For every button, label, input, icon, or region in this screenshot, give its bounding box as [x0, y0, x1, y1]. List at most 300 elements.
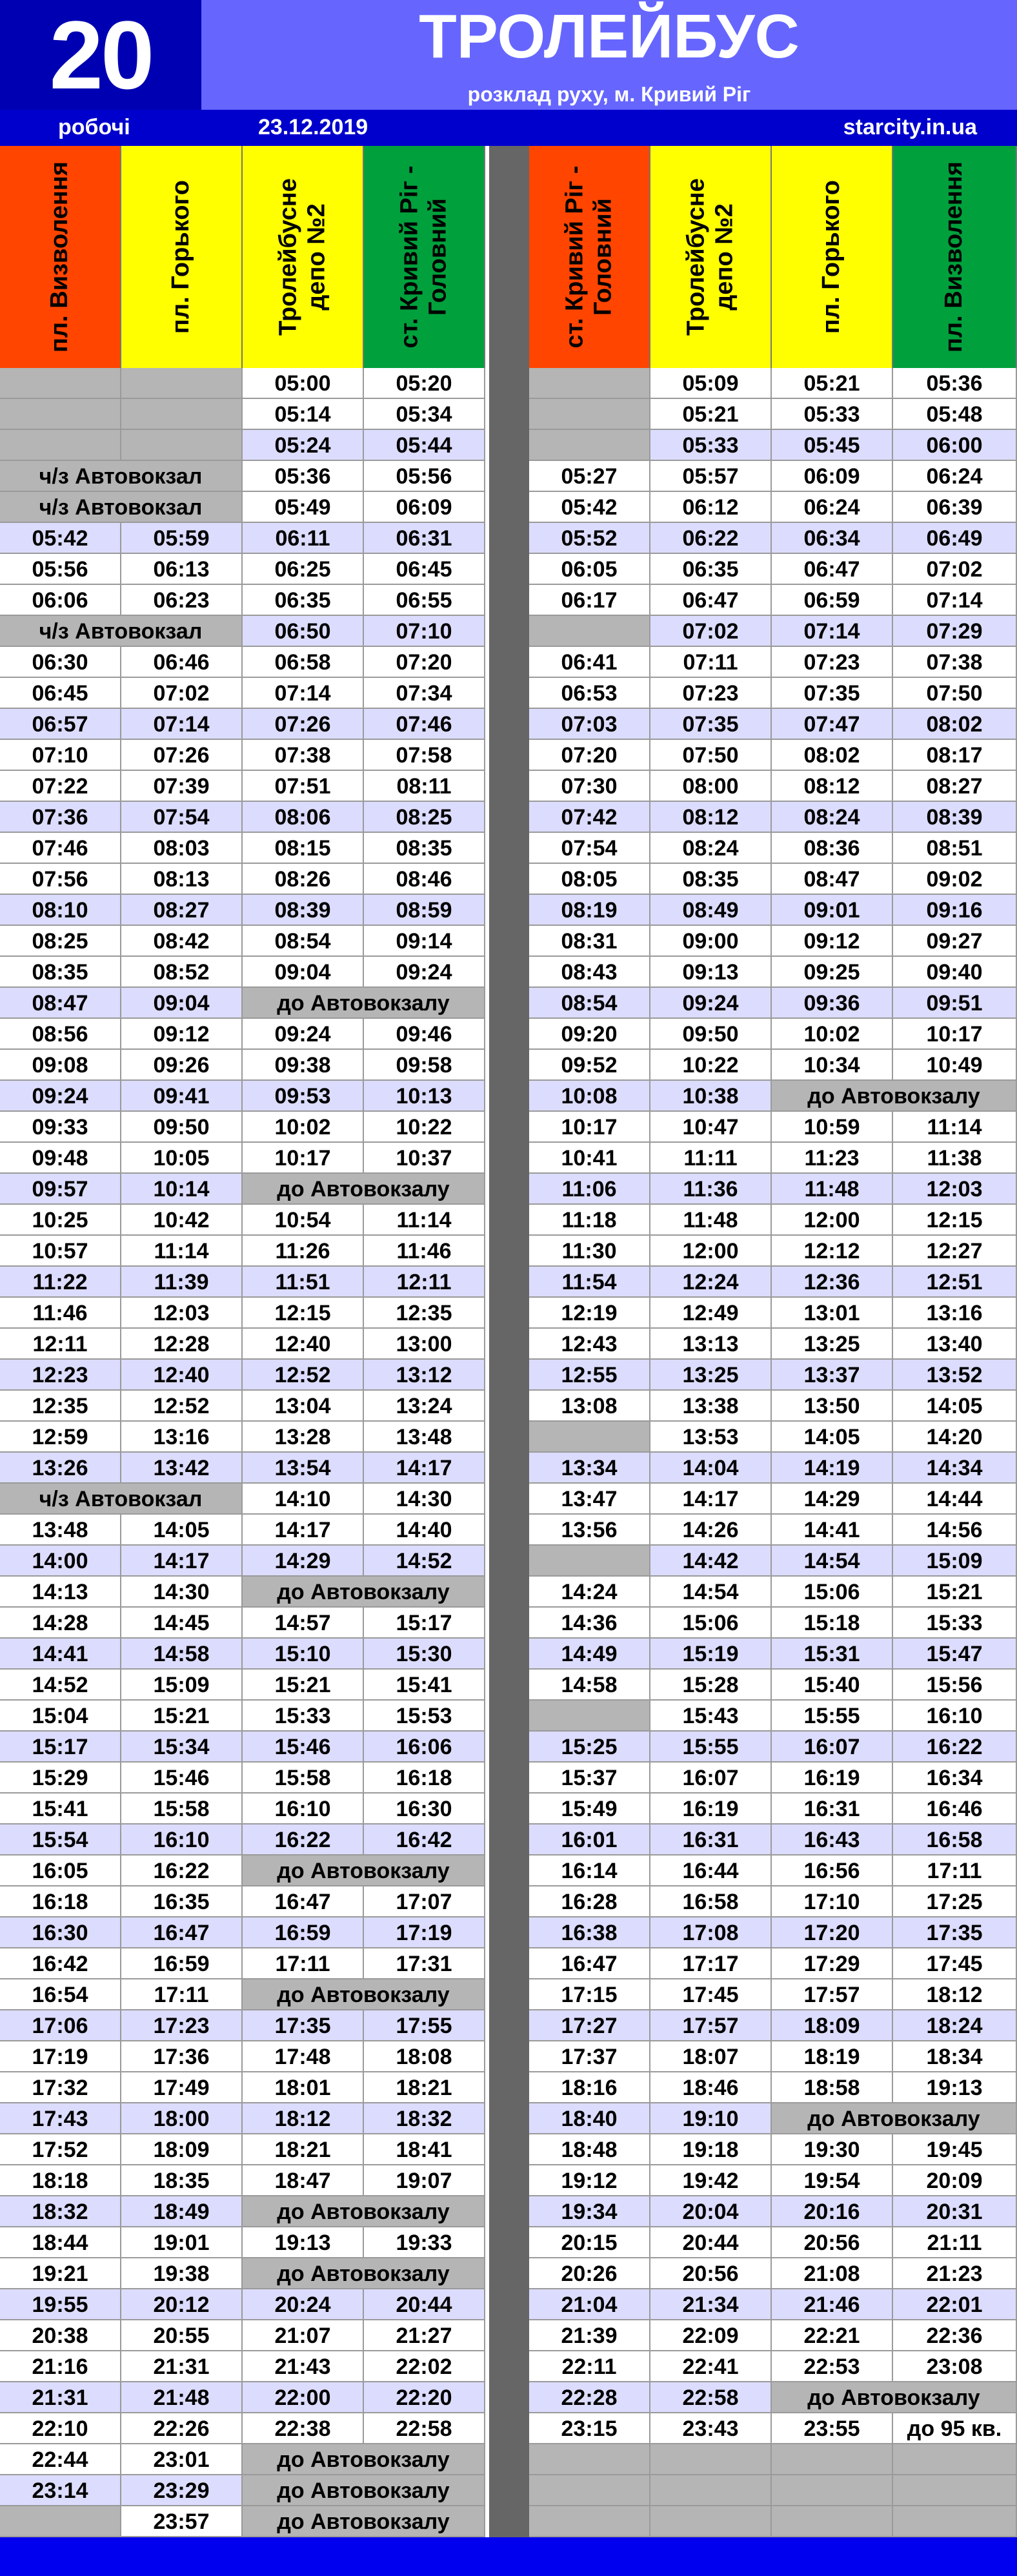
time-cell: 09:24 — [0, 1081, 121, 1112]
table-row — [0, 1267, 1017, 1298]
time-cell: 08:35 — [650, 864, 772, 895]
time-cell: 08:39 — [243, 895, 364, 926]
time-cell: 10:47 — [650, 1112, 772, 1143]
time-cell: 11:46 — [364, 1236, 485, 1267]
time-cell: 09:57 — [0, 1174, 121, 1205]
time-cell: 07:10 — [0, 740, 121, 771]
time-cell: 16:56 — [772, 1855, 893, 1886]
table-row — [0, 709, 1017, 740]
time-cell: 12:19 — [529, 1298, 650, 1329]
time-cell: 20:04 — [650, 2196, 772, 2227]
note-cell: до Автовокзалу — [243, 1577, 485, 1608]
table-row — [0, 1019, 1017, 1050]
empty-cell — [529, 2444, 650, 2475]
table-row — [0, 2196, 1017, 2227]
time-cell: 08:11 — [364, 771, 485, 802]
time-cell: 06:05 — [529, 554, 650, 585]
time-cell: 19:42 — [650, 2165, 772, 2196]
time-cell: 06:12 — [650, 492, 772, 523]
time-cell: 08:02 — [893, 709, 1017, 740]
time-cell: 21:31 — [0, 2382, 121, 2413]
time-cell: 16:42 — [364, 1825, 485, 1855]
table-row — [0, 2413, 1017, 2444]
column-header-label: пл. Визволення — [940, 161, 968, 353]
note-cell: до 95 кв. — [893, 2413, 1017, 2444]
time-cell: 11:46 — [0, 1298, 121, 1329]
time-cell: 17:23 — [121, 2010, 243, 2041]
table-row — [0, 1081, 1017, 1112]
time-cell: 13:38 — [650, 1391, 772, 1422]
time-cell: 21:48 — [121, 2382, 243, 2413]
time-cell: 08:02 — [772, 740, 893, 771]
time-cell: 05:27 — [529, 461, 650, 492]
time-cell: 05:56 — [364, 461, 485, 492]
time-cell: 14:26 — [650, 1515, 772, 1546]
note-cell: до Автовокзалу — [243, 2444, 485, 2475]
time-cell: 07:51 — [243, 771, 364, 802]
time-cell: 10:54 — [243, 1205, 364, 1236]
time-cell: 15:58 — [243, 1763, 364, 1794]
table-row — [0, 1763, 1017, 1794]
time-cell: 09:41 — [121, 1081, 243, 1112]
time-cell: 08:26 — [243, 864, 364, 895]
time-cell: 05:59 — [121, 523, 243, 554]
column-header-label: Тролейбусне депо №2 — [274, 178, 330, 336]
time-cell: 11:51 — [243, 1267, 364, 1298]
time-cell: 06:53 — [529, 678, 650, 709]
time-cell: 19:21 — [0, 2258, 121, 2289]
time-cell: 08:42 — [121, 926, 243, 957]
time-cell: 12:03 — [893, 1174, 1017, 1205]
time-cell: 09:25 — [772, 957, 893, 988]
time-cell: 06:41 — [529, 647, 650, 678]
time-cell: 09:27 — [893, 926, 1017, 957]
time-cell: 07:02 — [121, 678, 243, 709]
time-cell: 14:20 — [893, 1422, 1017, 1453]
empty-cell — [0, 430, 121, 461]
table-row — [0, 461, 1017, 492]
time-cell: 07:38 — [243, 740, 364, 771]
time-cell: 14:24 — [529, 1577, 650, 1608]
time-cell: 18:48 — [529, 2134, 650, 2165]
time-cell: 15:18 — [772, 1608, 893, 1639]
time-cell: 12:40 — [121, 1360, 243, 1391]
time-cell: 15:19 — [650, 1639, 772, 1670]
table-row — [0, 988, 1017, 1019]
time-cell: 21:34 — [650, 2289, 772, 2320]
time-cell: 10:17 — [529, 1112, 650, 1143]
time-cell: 20:44 — [364, 2289, 485, 2320]
time-cell: 14:41 — [772, 1515, 893, 1546]
time-cell: 14:34 — [893, 1453, 1017, 1484]
time-cell: 17:17 — [650, 1948, 772, 1979]
time-cell: 15:09 — [893, 1546, 1017, 1577]
time-cell: 09:24 — [650, 988, 772, 1019]
time-cell: 05:36 — [893, 368, 1017, 399]
time-cell: 14:29 — [243, 1546, 364, 1577]
time-cell: 17:52 — [0, 2134, 121, 2165]
time-cell: 07:36 — [0, 802, 121, 833]
time-cell: 17:35 — [893, 1917, 1017, 1948]
time-cell: 21:04 — [529, 2289, 650, 2320]
time-cell: 13:25 — [772, 1329, 893, 1360]
table-row — [0, 1050, 1017, 1081]
table-row — [0, 1639, 1017, 1670]
time-cell: 16:22 — [243, 1825, 364, 1855]
time-cell: 15:09 — [121, 1670, 243, 1701]
table-row — [0, 2010, 1017, 2041]
time-cell: 16:58 — [650, 1886, 772, 1917]
time-cell: 14:45 — [121, 1608, 243, 1639]
time-cell: 18:34 — [893, 2041, 1017, 2072]
time-cell: 22:20 — [364, 2382, 485, 2413]
time-cell: 15:55 — [650, 1732, 772, 1763]
time-cell: 19:13 — [893, 2072, 1017, 2103]
time-cell: 08:52 — [121, 957, 243, 988]
time-cell: 17:37 — [529, 2041, 650, 2072]
time-cell: 06:49 — [893, 523, 1017, 554]
column-header-right-0 — [529, 146, 650, 368]
time-cell: 23:14 — [0, 2475, 121, 2506]
time-cell: 18:40 — [529, 2103, 650, 2134]
time-cell: 08:12 — [650, 802, 772, 833]
time-cell: 13:48 — [364, 1422, 485, 1453]
time-cell: 08:54 — [243, 926, 364, 957]
time-cell: 05:24 — [243, 430, 364, 461]
time-cell: 06:45 — [0, 678, 121, 709]
table-row — [0, 2382, 1017, 2413]
time-cell: 10:59 — [772, 1112, 893, 1143]
time-cell: 12:35 — [364, 1298, 485, 1329]
time-cell: 11:14 — [893, 1112, 1017, 1143]
time-cell: 12:27 — [893, 1236, 1017, 1267]
time-cell: 06:00 — [893, 430, 1017, 461]
time-cell: 21:46 — [772, 2289, 893, 2320]
time-cell: 17:57 — [772, 1979, 893, 2010]
time-cell: 08:06 — [243, 802, 364, 833]
table-row — [0, 1329, 1017, 1360]
time-cell: 16:10 — [121, 1825, 243, 1855]
table-row — [0, 2227, 1017, 2258]
time-cell: 07:54 — [121, 802, 243, 833]
time-cell: 21:11 — [893, 2227, 1017, 2258]
time-cell: 15:37 — [529, 1763, 650, 1794]
time-cell: 07:54 — [529, 833, 650, 864]
time-cell: 08:35 — [364, 833, 485, 864]
time-cell: 10:02 — [772, 1019, 893, 1050]
time-cell: 22:01 — [893, 2289, 1017, 2320]
empty-cell — [529, 368, 650, 399]
table-row — [0, 740, 1017, 771]
time-cell: 18:09 — [772, 2010, 893, 2041]
time-cell: 11:22 — [0, 1267, 121, 1298]
time-cell: 14:13 — [0, 1577, 121, 1608]
table-row — [0, 802, 1017, 833]
time-cell: 06:35 — [650, 554, 772, 585]
empty-cell — [529, 430, 650, 461]
time-cell: 12:52 — [121, 1391, 243, 1422]
time-cell: 14:19 — [772, 1453, 893, 1484]
time-cell: 08:19 — [529, 895, 650, 926]
table-row — [0, 492, 1017, 523]
time-cell: 16:34 — [893, 1763, 1017, 1794]
time-cell: 16:19 — [650, 1794, 772, 1825]
time-cell: 13:13 — [650, 1329, 772, 1360]
time-cell: 15:49 — [529, 1794, 650, 1825]
time-cell: 11:26 — [243, 1236, 364, 1267]
time-cell: 06:46 — [121, 647, 243, 678]
column-header-label: Тролейбусне депо №2 — [682, 178, 738, 336]
time-cell: 13:26 — [0, 1453, 121, 1484]
time-cell: 11:30 — [529, 1236, 650, 1267]
time-cell: 14:49 — [529, 1639, 650, 1670]
time-cell: 15:46 — [243, 1732, 364, 1763]
empty-cell — [529, 399, 650, 430]
subtitle: розклад руху, м. Кривий Ріг — [467, 83, 751, 106]
empty-cell — [772, 2475, 893, 2506]
time-cell: 07:20 — [529, 740, 650, 771]
time-cell: 08:43 — [529, 957, 650, 988]
time-cell: 09:46 — [364, 1019, 485, 1050]
time-cell: 06:09 — [364, 492, 485, 523]
time-cell: 20:55 — [121, 2320, 243, 2351]
time-cell: 18:41 — [364, 2134, 485, 2165]
time-cell: 06:47 — [650, 585, 772, 616]
note-cell: ч/з Автовокзал — [0, 616, 243, 647]
time-cell: 23:43 — [650, 2413, 772, 2444]
time-cell: 11:23 — [772, 1143, 893, 1174]
time-cell: 16:59 — [121, 1948, 243, 1979]
time-cell: 11:14 — [121, 1236, 243, 1267]
time-cell: 16:01 — [529, 1825, 650, 1855]
time-cell: 20:09 — [893, 2165, 1017, 2196]
empty-cell — [772, 2444, 893, 2475]
time-cell: 15:29 — [0, 1763, 121, 1794]
time-cell: 18:18 — [0, 2165, 121, 2196]
time-cell: 16:31 — [772, 1794, 893, 1825]
time-cell: 10:13 — [364, 1081, 485, 1112]
time-cell: 18:12 — [893, 1979, 1017, 2010]
note-cell: ч/з Автовокзал — [0, 461, 243, 492]
time-cell: 16:43 — [772, 1825, 893, 1855]
site-link[interactable]: starcity.in.ua — [843, 115, 977, 139]
time-cell: 06:50 — [243, 616, 364, 647]
time-cell: 21:07 — [243, 2320, 364, 2351]
time-cell: 17:35 — [243, 2010, 364, 2041]
table-row — [0, 1298, 1017, 1329]
time-cell: 14:58 — [121, 1639, 243, 1670]
table-row — [0, 1205, 1017, 1236]
note-cell: до Автовокзалу — [243, 1855, 485, 1886]
table-row — [0, 1732, 1017, 1763]
time-cell: 06:58 — [243, 647, 364, 678]
time-cell: 17:06 — [0, 2010, 121, 2041]
time-cell: 15:21 — [121, 1701, 243, 1732]
empty-cell — [529, 616, 650, 647]
time-cell: 22:41 — [650, 2351, 772, 2382]
time-cell: 09:16 — [893, 895, 1017, 926]
time-cell: 08:27 — [893, 771, 1017, 802]
time-cell: 06:24 — [893, 461, 1017, 492]
time-cell: 07:46 — [364, 709, 485, 740]
time-cell: 15:30 — [364, 1639, 485, 1670]
time-cell: 15:53 — [364, 1701, 485, 1732]
time-cell: 08:39 — [893, 802, 1017, 833]
time-cell: 18:24 — [893, 2010, 1017, 2041]
time-cell: 19:18 — [650, 2134, 772, 2165]
time-cell: 13:12 — [364, 1360, 485, 1391]
time-cell: 07:20 — [364, 647, 485, 678]
column-header-right-2 — [772, 146, 893, 368]
time-cell: 06:45 — [364, 554, 485, 585]
time-cell: 14:17 — [650, 1484, 772, 1515]
time-cell: 16:47 — [121, 1917, 243, 1948]
empty-cell — [893, 2506, 1017, 2537]
table-row — [0, 2072, 1017, 2103]
time-cell: 05:21 — [772, 368, 893, 399]
column-header-label: пл. Горького — [167, 180, 195, 334]
note-cell: до Автовокзалу — [243, 2475, 485, 2506]
time-cell: 23:01 — [121, 2444, 243, 2475]
time-cell: 20:24 — [243, 2289, 364, 2320]
time-cell: 13:54 — [243, 1453, 364, 1484]
time-cell: 15:25 — [529, 1732, 650, 1763]
time-cell: 07:22 — [0, 771, 121, 802]
time-cell: 09:36 — [772, 988, 893, 1019]
time-cell: 16:10 — [893, 1701, 1017, 1732]
time-cell: 19:01 — [121, 2227, 243, 2258]
header — [0, 0, 1017, 110]
time-cell: 13:47 — [529, 1484, 650, 1515]
time-cell: 19:54 — [772, 2165, 893, 2196]
table-row — [0, 1917, 1017, 1948]
empty-cell — [529, 1546, 650, 1577]
time-cell: 23:08 — [893, 2351, 1017, 2382]
empty-cell — [121, 368, 243, 399]
table-row — [0, 2351, 1017, 2382]
time-cell: 17:49 — [121, 2072, 243, 2103]
time-cell: 09:53 — [243, 1081, 364, 1112]
time-cell: 10:22 — [650, 1050, 772, 1081]
time-cell: 16:19 — [772, 1763, 893, 1794]
column-header-label: ст. Кривий Ріг - Головний — [561, 165, 616, 349]
time-cell: 14:05 — [893, 1391, 1017, 1422]
time-cell: 17:32 — [0, 2072, 121, 2103]
time-cell: 06:06 — [0, 585, 121, 616]
time-cell: 15:55 — [772, 1701, 893, 1732]
time-cell: 15:04 — [0, 1701, 121, 1732]
empty-cell — [650, 2444, 772, 2475]
table-row — [0, 1670, 1017, 1701]
time-cell: 16:22 — [893, 1732, 1017, 1763]
time-cell: 17:20 — [772, 1917, 893, 1948]
time-cell: 14:58 — [529, 1670, 650, 1701]
time-cell: 07:26 — [121, 740, 243, 771]
table-row — [0, 1794, 1017, 1825]
time-cell: 19:13 — [243, 2227, 364, 2258]
time-cell: 07:46 — [0, 833, 121, 864]
time-cell: 15:33 — [243, 1701, 364, 1732]
time-cell: 09:51 — [893, 988, 1017, 1019]
time-cell: 07:58 — [364, 740, 485, 771]
time-cell: 09:04 — [243, 957, 364, 988]
time-cell: 11:39 — [121, 1267, 243, 1298]
time-cell: 07:10 — [364, 616, 485, 647]
time-cell: 13:28 — [243, 1422, 364, 1453]
time-cell: 08:31 — [529, 926, 650, 957]
table-row — [0, 585, 1017, 616]
time-cell: 06:55 — [364, 585, 485, 616]
time-cell: 13:40 — [893, 1329, 1017, 1360]
time-cell: 16:28 — [529, 1886, 650, 1917]
table-row — [0, 1855, 1017, 1886]
table-row — [0, 523, 1017, 554]
time-cell: 22:44 — [0, 2444, 121, 2475]
time-cell: 10:49 — [893, 1050, 1017, 1081]
time-cell: 08:03 — [121, 833, 243, 864]
time-cell: 16:44 — [650, 1855, 772, 1886]
time-cell: 17:10 — [772, 1886, 893, 1917]
time-cell: 15:34 — [121, 1732, 243, 1763]
time-cell: 05:14 — [243, 399, 364, 430]
time-cell: 14:10 — [243, 1484, 364, 1515]
time-cell: 09:33 — [0, 1112, 121, 1143]
time-cell: 07:56 — [0, 864, 121, 895]
time-cell: 17:11 — [243, 1948, 364, 1979]
time-cell: 06:13 — [121, 554, 243, 585]
time-cell: 22:09 — [650, 2320, 772, 2351]
time-cell: 08:59 — [364, 895, 485, 926]
time-cell: 13:16 — [893, 1298, 1017, 1329]
time-cell: 18:01 — [243, 2072, 364, 2103]
time-cell: 09:13 — [650, 957, 772, 988]
time-cell: 20:56 — [772, 2227, 893, 2258]
time-cell: 18:19 — [772, 2041, 893, 2072]
time-cell: 18:07 — [650, 2041, 772, 2072]
time-cell: 13:01 — [772, 1298, 893, 1329]
time-cell: 16:42 — [0, 1948, 121, 1979]
time-cell: 07:23 — [650, 678, 772, 709]
time-cell: 10:34 — [772, 1050, 893, 1081]
time-cell: 06:34 — [772, 523, 893, 554]
time-cell: 17:08 — [650, 1917, 772, 1948]
time-cell: 14:52 — [0, 1670, 121, 1701]
time-cell: 09:24 — [364, 957, 485, 988]
time-cell: 14:52 — [364, 1546, 485, 1577]
time-cell: 15:41 — [0, 1794, 121, 1825]
time-cell: 14:28 — [0, 1608, 121, 1639]
footer-bar — [0, 2537, 1017, 2576]
time-cell: 19:10 — [650, 2103, 772, 2134]
empty-cell — [529, 1701, 650, 1732]
time-cell: 06:09 — [772, 461, 893, 492]
time-cell: 14:17 — [121, 1546, 243, 1577]
time-cell: 19:30 — [772, 2134, 893, 2165]
time-cell: 10:08 — [529, 1081, 650, 1112]
time-cell: 17:07 — [364, 1886, 485, 1917]
time-cell: 22:58 — [364, 2413, 485, 2444]
time-cell: 16:14 — [529, 1855, 650, 1886]
time-cell: 08:24 — [650, 833, 772, 864]
time-cell: 14:30 — [364, 1484, 485, 1515]
time-cell: 12:36 — [772, 1267, 893, 1298]
time-cell: 17:19 — [0, 2041, 121, 2072]
time-cell: 08:25 — [0, 926, 121, 957]
time-cell: 15:40 — [772, 1670, 893, 1701]
time-cell: 12:59 — [0, 1422, 121, 1453]
time-cell: 08:36 — [772, 833, 893, 864]
time-cell: 09:20 — [529, 1019, 650, 1050]
